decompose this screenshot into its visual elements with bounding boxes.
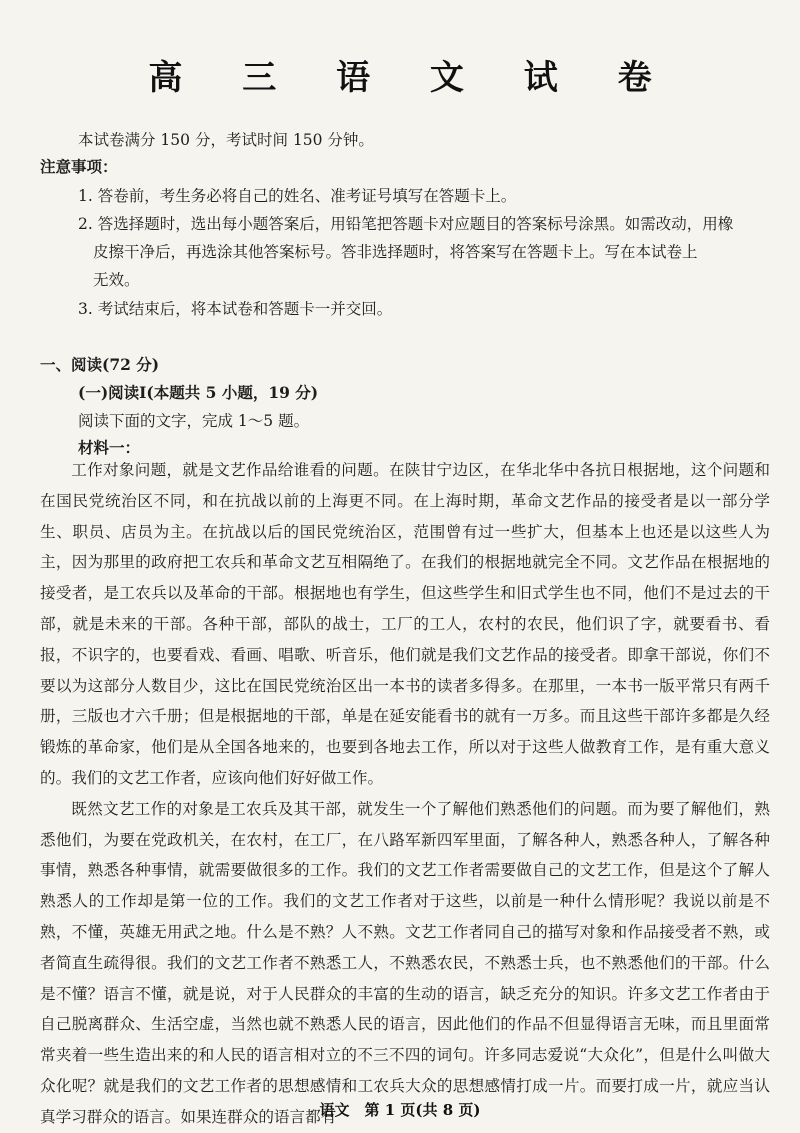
passage-paragraph-1: 工作对象问题，就是文艺作品给谁看的问题。在陕甘宁边区，在华北华中各抗日根据地，这个问题和在国民党统治区不同，和在抗战以前的上海更不同。在上海时期，革命文艺作品的接受者是以一部分学生、职员、店员为主。在抗战以后的国民党统治区，范围曾有过一些扩大，但基本上也还是以这些人为主，因为那里的政府把工农兵和革命文艺互相隔绝了。在我们的根据地就完全不同。文艺作品在根据地的接受者，是工农兵以及革命的干部。根据地也有学生，但这些学生和旧式学生也不同，他们不是过去的干部，就是未来的干部。各种干部，部队的战士，工厂的工人，农村的农民，他们识了字，就要看书、看报，不识字的，也要看戏、看画、唱歌、听音乐，他们就是我们文艺作品的接受者。即拿干部说，你们不要以为这部分人数目少，这比在国民党统治区出一本书的读者多得多。在那里，一本书一版平常只有两千册，三版也才六千册；但是根据地的干部，单是在延安能看书的就有一万多。而且这些干部许多都是久经锻炼的革命家，他们是从全国各地来的，也要到各地去工作，所以对于这些人做教育工作，是有重大意义的。我们的文艺工作者，应该向他们好好做工作。: [40, 461, 770, 787]
notice-item-2-line-1: 2. 答选择题时，选出每小题答案后，用铅笔把答题卡对应题目的答案标号涂黑。如需改动，用橡: [78, 215, 734, 233]
material-label: 材料一：: [78, 438, 141, 457]
page-title: 高 三 语 文 试 卷: [148, 58, 676, 98]
notice-item-3: 3. 考试结束后，将本试卷和答题卡一并交回。: [78, 300, 393, 318]
section-heading: 一、阅读(72 分): [40, 355, 160, 374]
page-footer: 语文 第 1 页(共 8 页): [319, 1101, 481, 1119]
passage-paragraph-2: 既然文艺工作的对象是工农兵及其干部，就发生一个了解他们熟悉他们的问题。而为要了解他们，熟悉他们，为要在党政机关，在农村，在工厂，在八路军新四军里面，了解各种人，熟悉各种人，了解各种事情，熟悉各种事情，就需要做很多的工作。我们的文艺工作者需要做自己的文艺工作，但是这个了解人熟悉人的工作却是第一位的工作。我们的文艺工作者对于这些，以前是一种什么情形呢？我说以前是不熟，不懂，英雄无用武之地。什么是不熟？人不熟。文艺工作者同自己的描写对象和作品接受者不熟，或者简直生疏得很。我们的文艺工作者不熟悉工人，不熟悉农民，不熟悉士兵，也不熟悉他们的干部。什么是不懂？语言不懂，就是说，对于人民群众的丰富的生动的语言，缺乏充分的知识。许多文艺工作者由于自己脱离群众、生活空虚，当然也就不熟悉人民的语言，因此他们的作品不但显得语言无味，而且里面常常夹着一些生造出来的和人民的语言相对立的不三不四的词句。许多同志爱说“大众化”，但是什么叫做大众化呢？就是我们的文艺工作者的思想感情和工农兵大众的思想感情打成一片。而要打成一片，就应当认真学习群众的语言。如果连群众的语言都有: [40, 799, 770, 1126]
notice-item-1: 1. 答卷前，考生务必将自己的姓名、准考证号填写在答题卡上。: [78, 187, 517, 205]
reading-instruction: 阅读下面的文字，完成 1～5 题。: [78, 412, 310, 430]
intro-text: 本试卷满分 150 分，考试时间 150 分钟。: [78, 131, 374, 149]
subsection-heading: (一)阅读Ⅰ(本题共 5 小题，19 分): [78, 383, 319, 402]
notice-item-2-line-2: 皮擦干净后，再选涂其他答案标号。答非选择题时，将答案写在答题卡上。写在本试卷上: [93, 243, 698, 261]
passage: [40, 455, 770, 1133]
notice-item-2-line-3: 无效。: [93, 271, 140, 289]
notice-heading: 注意事项：: [40, 157, 118, 176]
